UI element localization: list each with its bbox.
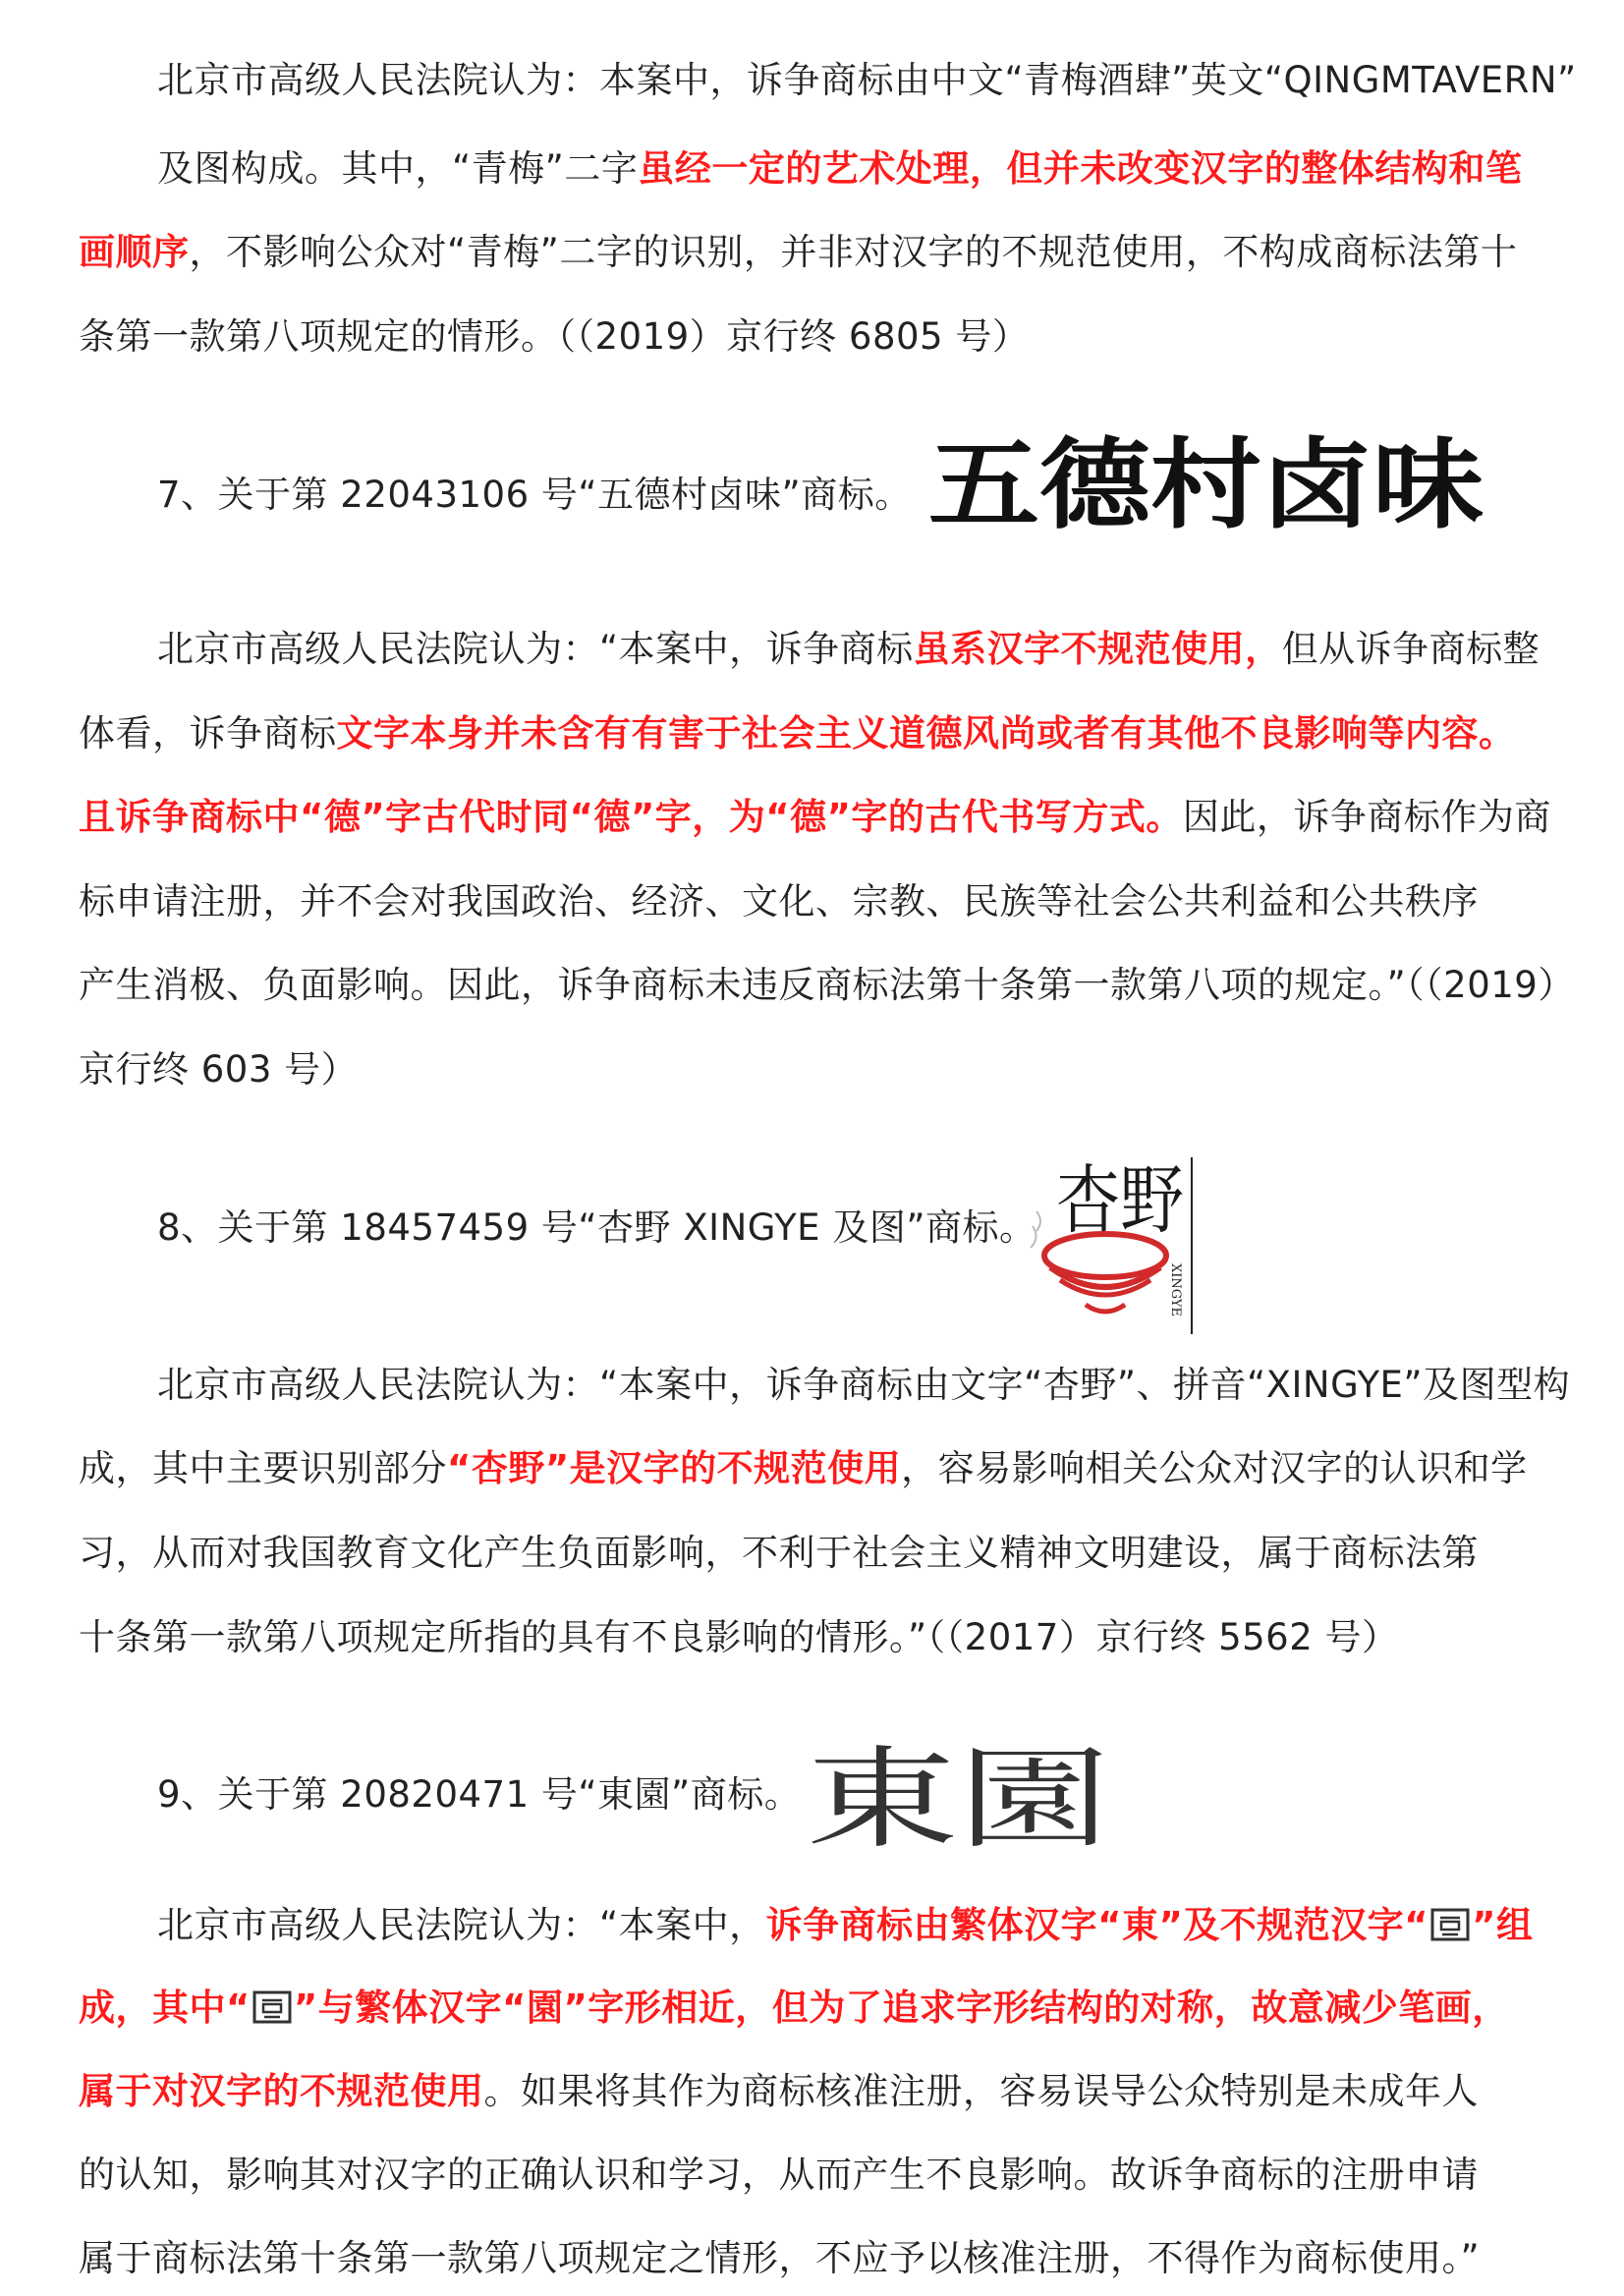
item9-heading: 9、关于第 20820471 号“東園”商标。: [157, 1773, 802, 1816]
p3-line-4: 十条第一款第八项规定所指的具有不良影响的情形。”（（2017）京行终 5562 号）: [79, 1616, 1399, 1658]
p1-line-3: [79, 228, 1517, 277]
dongyuan-logo-text: 東園: [806, 1739, 1110, 1857]
p4-line-1-text: 北京市高级人民法院认为：“本案中，: [157, 1904, 766, 1946]
xingye-logo-chars: 杏野: [1056, 1156, 1184, 1244]
p2-line-1: [157, 625, 1540, 674]
p4-line-1-highlight-end: ”组: [1472, 1904, 1534, 1946]
p2-line-6: 京行终 603 号）: [79, 1048, 359, 1091]
p2-line-1-highlight: 虽系汉字不规范使用，: [913, 628, 1282, 670]
p1-line-2-highlight: 虽经一定的艺术处理，但并未改变汉字的整体结构和笔: [638, 147, 1523, 190]
xingye-logo-pinyin: XINGYE: [1168, 1263, 1183, 1316]
p1-line-4: 条第一款第八项规定的情形。（（2019）京行终 6805 号）: [79, 315, 1030, 358]
p1-line-1: 北京市高级人民法院认为：本案中，诉争商标由中文“青梅酒肆”英文“QINGMTAVERN”: [157, 59, 1577, 101]
p4-line-2: [79, 1984, 1509, 2033]
p1-line-2: [157, 144, 1522, 194]
item7-heading: 7、关于第 22043106 号“五德村卤味”商标。: [157, 474, 912, 516]
p4-line-3: [79, 2067, 1479, 2116]
p4-line-3-text: 。如果将其作为商标核准注册，容易误导公众特别是未成年人: [483, 2070, 1479, 2112]
item8-heading: 8、关于第 18457459 号“杏野 XINGYE 及图”商标。: [157, 1206, 1036, 1249]
p2-line-3: [79, 793, 1551, 842]
p2-line-2-highlight: 文字本身并未含有有害于社会主义道德风尚或者有其他不良影响等内容。: [336, 712, 1516, 755]
p2-line-2: [79, 709, 1516, 758]
p4-line-1-highlight: 诉争商标由繁体汉字“東”及不规范汉字“: [765, 1904, 1429, 1946]
yuan-glyph-icon: [252, 1988, 292, 2021]
p1-line-3-highlight: 画顺序: [79, 231, 190, 273]
p2-line-1-text-end: 但从诉争商标整: [1281, 628, 1540, 670]
wudecun-trademark-logo: [928, 432, 1488, 535]
p3-line-3: 习，从而对我国教育文化产生负面影响，不利于社会主义精神文明建设，属于商标法第: [79, 1532, 1479, 1574]
xingye-trademark-logo: [1017, 1138, 1233, 1334]
p3-line-2-text: 成，其中主要识别部分: [79, 1447, 447, 1489]
wudecun-logo-text: 五德村卤味: [928, 432, 1484, 535]
p4-line-2-highlight-start: 成，其中“: [79, 1987, 251, 2029]
p4-line-5: 属于商标法第十条第一款第八项规定之情形，不应予以核准注册，不得作为商标使用。”: [79, 2237, 1481, 2279]
p2-line-5: 产生消极、负面影响。因此，诉争商标未违反商标法第十条第一款第八项的规定。”（（2019）: [79, 964, 1575, 1006]
p3-line-1: 北京市高级人民法院认为：“本案中，诉争商标由文字“杏野”、拼音“XINGYE”及图型构: [157, 1364, 1571, 1406]
p1-line-2-text: 及图构成。其中，“青梅”二字: [157, 147, 639, 190]
p1-line-3-text: ，不影响公众对“青梅”二字的识别，并非对汉字的不规范使用，不构成商标法第十: [189, 231, 1518, 273]
p2-line-2-text: 体看，诉争商标: [79, 712, 337, 755]
p2-line-4: 标申请注册，并不会对我国政治、经济、文化、宗教、民族等社会公共利益和公共秩序: [79, 880, 1479, 923]
p4-line-4: 的认知，影响其对汉字的正确认识和学习，从而产生不良影响。故诉争商标的注册申请: [79, 2154, 1479, 2196]
p2-line-3-highlight: 且诉争商标中“德”字古代时同“德”字，为“德”字的古代书写方式。: [79, 796, 1183, 838]
p3-line-2: [79, 1444, 1528, 1493]
p4-line-3-highlight: 属于对汉字的不规范使用: [79, 2070, 484, 2112]
p4-line-2-highlight: ”与繁体汉字“園”字形相近，但为了追求字形结构的对称，故意减少笔画，: [293, 1987, 1509, 2029]
yuan-glyph-icon: [1430, 1905, 1470, 1938]
p2-line-3-text: 因此，诉争商标作为商: [1182, 796, 1551, 838]
p4-line-1: [157, 1901, 1533, 1950]
p3-line-2-text-end: ，容易影响相关公众对汉字的认识和学: [901, 1447, 1528, 1489]
dongyuan-trademark-logo: [806, 1739, 1120, 1857]
p3-line-2-highlight: “杏野”是汉字的不规范使用: [447, 1447, 902, 1489]
p2-line-1-text: 北京市高级人民法院认为：“本案中，诉争商标: [157, 628, 914, 670]
